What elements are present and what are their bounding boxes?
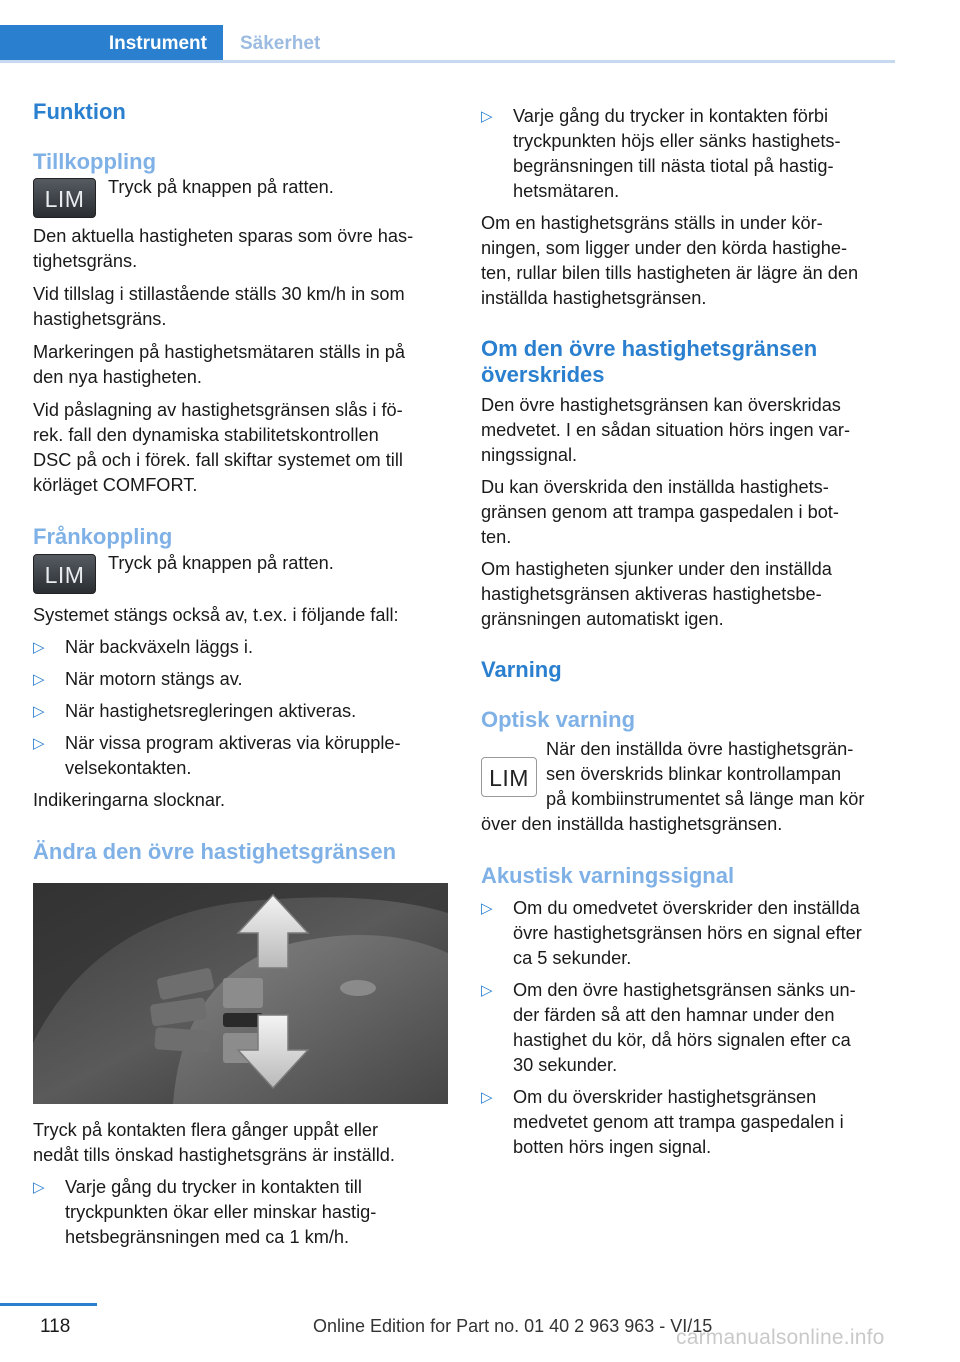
heading-akustisk: Akustisk varningssignal	[481, 863, 735, 888]
paragraph: Om en hastighetsgräns ställs in under kör- ningen, som ligger under den körda hastighe- ten, rullar bilen tills hastigheten är lägre än den inställda hastighetsgränsen.	[481, 213, 859, 308]
tillkoppling-text: Tryck på knappen på ratten.	[108, 177, 334, 197]
paragraph: Den aktuella hastigheten sparas som övre has- tighetsgräns.	[33, 226, 414, 271]
paragraph: Markeringen på hastighetsmätaren ställs in på den nya hastigheten.	[33, 342, 406, 387]
heading-andra: Ändra den övre hastighetsgränsen	[33, 839, 397, 864]
triangle-bullet-icon: ▷	[481, 900, 493, 917]
paragraph: Du kan överskrida den inställda hastighets- gränsen genom att trampa gaspedalen i bot- ten.	[481, 477, 839, 547]
heading-optisk-varning: Optisk varning	[481, 707, 636, 732]
paragraph: Vid tillslag i stillastående ställs 30 km/h in som hastighetsgräns.	[33, 284, 405, 329]
list-item: ▷ När motorn stängs av.	[33, 667, 451, 692]
page-header	[0, 0, 960, 62]
lim-button-icon: LIM	[33, 178, 96, 218]
header-divider	[0, 60, 895, 63]
paragraph: över den inställda hastighetsgränsen.	[481, 814, 783, 834]
list-item: ▷ Varje gång du trycker in kontakten förbi tryckpunkten höjs eller sänks hastighets- begränsningen till nästa tiotal på hastig- hetsmätaren.	[481, 106, 841, 201]
edition-footer: Online Edition for Part no. 01 40 2 963 963 - VI/15	[313, 1316, 713, 1336]
triangle-bullet-icon: ▷	[481, 108, 493, 125]
list-item: ▷ När hastighetsregleringen aktiveras.	[33, 699, 451, 724]
triangle-bullet-icon: ▷	[33, 671, 45, 688]
watermark: carmanualsonline.info	[676, 1326, 885, 1349]
list-item: ▷ Varje gång du trycker in kontakten till tryckpunkten ökar eller minskar hastig- hetsbegränsningen med ca 1 km/h.	[33, 1177, 377, 1247]
list-item: ▷ Om du överskrider hastighetsgränsen medvetet genom att trampa gaspedalen i botten hörs ingen signal.	[481, 1087, 844, 1157]
triangle-bullet-icon: ▷	[33, 1179, 45, 1196]
triangle-bullet-icon: ▷	[481, 982, 493, 999]
heading-overskrides: Om den övre hastighetsgränsen överskrides	[481, 336, 818, 387]
heading-funktion: Funktion	[33, 99, 126, 124]
heading-frankoppling: Frånkoppling	[33, 524, 173, 549]
tab-sakerhet[interactable]: Säkerhet	[240, 33, 321, 54]
right-column	[481, 104, 899, 1160]
frankoppling-text: Tryck på knappen på ratten.	[108, 553, 334, 573]
paragraph: Systemet stängs också av, t.ex. i följande fall:	[33, 605, 399, 625]
triangle-bullet-icon: ▷	[33, 703, 45, 720]
paragraph: Den övre hastighetsgränsen kan överskridas medvetet. I en sådan situation hörs ingen var- ningssignal.	[481, 395, 851, 465]
list-item: ▷ När backväxeln läggs i.	[33, 635, 451, 660]
heading-varning: Varning	[481, 657, 562, 682]
heading-tillkoppling: Tillkoppling	[33, 149, 157, 174]
left-column	[33, 98, 451, 1250]
optisk-row: LIM När den inställda övre hastighetsgrän- sen överskrids blinkar kontrollampan på kombiinstrumentet så länge man kör	[481, 737, 899, 817]
triangle-bullet-icon: ▷	[33, 735, 45, 752]
tillkoppling-row	[33, 178, 451, 230]
list-item: ▷ Om du omedvetet överskrider den inställda övre hastighetsgränsen hörs en signal efter ca 5 sekunder.	[481, 898, 862, 968]
paragraph: Vid påslagning av hastighetsgränsen slås i fö- rek. fall den dynamiska stabilitetskontrollen DSC på och i förek. fall skiftar systemet om till körläget COMFORT.	[33, 400, 403, 495]
triangle-bullet-icon: ▷	[481, 1089, 493, 1106]
page-number-rule	[0, 1303, 97, 1306]
triangle-bullet-icon: ▷	[33, 639, 45, 656]
page-number: 118	[40, 1316, 71, 1337]
list-item: ▷ Om den övre hastighetsgränsen sänks un- der färden så att den hamnar under den hastighet du kör, då hörs signalen efter ca 30 sekunder.	[481, 980, 856, 1075]
paragraph: Om hastigheten sjunker under den inställda hastighetsgränsen aktiveras hastighetsbe- gränsningen automatiskt igen.	[481, 559, 832, 629]
paragraph: Tryck på kontakten flera gånger uppåt eller nedåt tills önskad hastighetsgräns är inställd.	[33, 1120, 395, 1165]
tab-instrument[interactable]: Instrument	[0, 25, 223, 62]
lim-indicator-icon: LIM	[481, 757, 537, 797]
paragraph: Indikeringarna slocknar.	[33, 790, 226, 810]
lim-button-icon: LIM	[33, 554, 96, 594]
list-item: ▷ När vissa program aktiveras via körupple- velsekontakten.	[33, 733, 401, 778]
frankoppling-row	[33, 554, 451, 606]
steering-wheel-photo	[33, 883, 448, 1104]
